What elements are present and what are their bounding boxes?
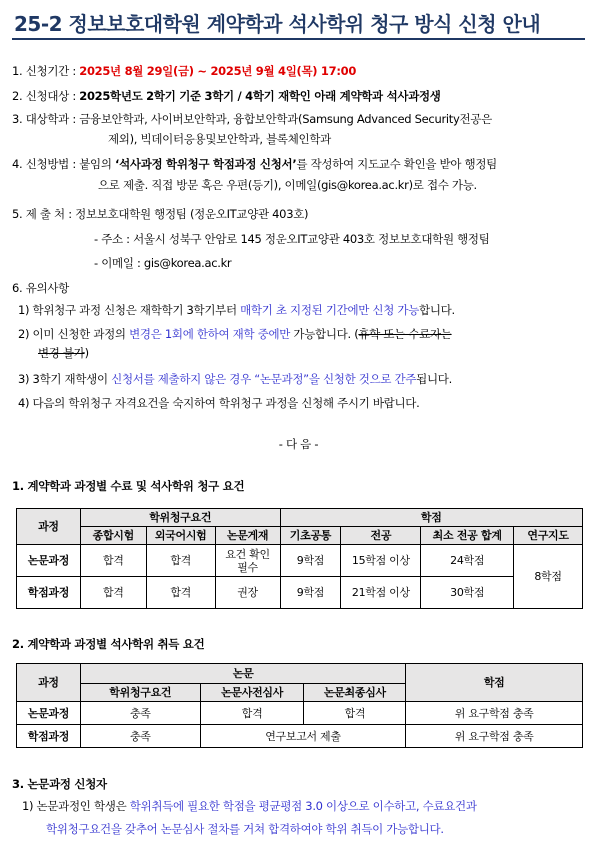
t1-cell: 권장 (215, 577, 280, 609)
requirements-table-2 (16, 663, 583, 748)
note-3 (18, 371, 452, 387)
section-1-title: 1. 계약학과 과정별 수료 및 석사학위 청구 요건 (12, 479, 245, 493)
t2-cell: 위 요구학점 충족 (406, 702, 583, 725)
t2-header-course: 과정 (17, 664, 81, 702)
t1-cell: 9학점 (280, 545, 341, 577)
note-2-close: ) (84, 346, 89, 360)
t1-col-exam: 종합시험 (80, 527, 146, 545)
method-doc: ‘석사과정 학위청구 학점과정 신청서’ (115, 157, 297, 171)
section-2-title: 2. 계약학과 과정별 석사학위 취득 요건 (12, 637, 205, 651)
t1-col-pub: 논문게재 (215, 527, 280, 545)
section-3-text: 1) 논문과정인 학생은 (22, 799, 130, 813)
note-2-strike-2: 변경 불가 (38, 346, 85, 360)
section-3-highlight: 학위취득에 필요한 학점을 평균평점 3.0 이상으로 이수하고, 수료요건과 (129, 799, 477, 813)
notes-title: 6. 유의사항 (12, 281, 69, 295)
t2-cell: 충족 (80, 725, 200, 748)
note-1 (18, 302, 455, 318)
item-depts-line1: 3. 대상학과 : 금융보안학과, 사이버보안학과, 융합보안학과(Samsung Advanced Security전공은 (12, 112, 492, 126)
t1-header-credit: 학점 (280, 509, 582, 527)
method-post: 를 작성하여 지도교수 확인을 받아 행정팀 (296, 157, 497, 171)
note-2 (18, 326, 452, 342)
note-4: 4) 다음의 학위청구 자격요건을 숙지하여 학위청구 과정을 신청해 주시기 바랍니다. (18, 396, 420, 410)
page-title: 25-2 정보보호대학원 계약학과 석사학위 청구 방식 신청 안내 (14, 12, 541, 36)
t2-cell: 충족 (80, 702, 200, 725)
t1-cell: 15학점 이상 (341, 545, 421, 577)
item-period (12, 63, 356, 79)
item-office-email: - 이메일 : gis@korea.ac.kr (94, 256, 232, 270)
item-method (12, 156, 497, 172)
note-2-strike: 휴학 또는 수료자는 (358, 327, 452, 341)
period-label: 1. 신청기간 : (12, 64, 80, 78)
note-1-end: 합니다. (419, 303, 455, 317)
requirements-table-1 (16, 508, 583, 609)
note-2-line2 (38, 345, 89, 361)
t1-cell: 요건 확인 필수 (215, 545, 280, 577)
t1-cell: 합격 (146, 545, 215, 577)
table-row (17, 725, 583, 748)
t1-cell: 30학점 (421, 577, 514, 609)
t2-cell: 위 요구학점 충족 (406, 725, 583, 748)
item-office: 5. 제 출 처 : 정보보호대학원 행정팀 (정운오IT교양관 403호) (12, 207, 309, 221)
item-target (12, 88, 441, 104)
t1-row-credit: 학점과정 (17, 577, 81, 609)
section-3-line1 (22, 798, 477, 814)
t2-col-final: 논문최종심사 (304, 684, 406, 702)
t1-col-total: 최소 전공 합계 (421, 527, 514, 545)
section-3-line2: 학위청구요건을 갖추어 논문심사 절차를 거쳐 합격하여야 학위 취득이 가능합니다. (46, 822, 444, 836)
t1-cell: 합격 (80, 577, 146, 609)
t2-header-credit: 학점 (406, 664, 583, 702)
note-1-highlight: 매학기 초 지정된 기간에만 신청 가능 (240, 303, 420, 317)
t1-cell: 24학점 (421, 545, 514, 577)
t1-col-lang: 외국어시험 (146, 527, 215, 545)
t2-col-pre: 논문사전심사 (200, 684, 304, 702)
t2-header-thesis: 논문 (80, 664, 405, 684)
target-label: 2. 신청대상 : (12, 89, 80, 103)
t2-cell-report: 연구보고서 제출 (200, 725, 406, 748)
t2-row-credit: 학점과정 (17, 725, 81, 748)
note-3-end: 됩니다. (416, 372, 452, 386)
item-depts-line2: 제외), 빅데이터응용및보안학과, 블록체인학과 (108, 132, 331, 146)
section-3-title: 3. 논문과정 신청자 (12, 777, 107, 791)
t1-cell: 9학점 (280, 577, 341, 609)
period-value: 2025년 8월 29일(금) ~ 2025년 9월 4일(목) 17:00 (79, 64, 357, 78)
t1-col-major: 전공 (341, 527, 421, 545)
note-3-highlight: 신청서를 제출하지 않은 경우 “논문과정”을 신청한 것으로 간주 (111, 372, 417, 386)
t2-row-thesis: 논문과정 (17, 702, 81, 725)
divider-text: - 다 음 - (278, 437, 319, 451)
note-1-text: 1) 학위청구 과정 신청은 재학학기 3학기부터 (18, 303, 241, 317)
t1-header-req: 학위청구요건 (80, 509, 280, 527)
t2-cell: 합격 (200, 702, 304, 725)
note-2-text: 2) 이미 신청한 과정의 (18, 327, 130, 341)
item-office-address: - 주소 : 서울시 성북구 안암로 145 정운오IT교양관 403호 정보보호대학원 행정팀 (94, 232, 490, 246)
t2-cell: 합격 (304, 702, 406, 725)
t1-row-thesis: 논문과정 (17, 545, 81, 577)
target-value: 2025학년도 2학기 기준 3학기 / 4학기 재학인 아래 계약학과 석사과정생 (79, 89, 441, 103)
table-row (17, 545, 583, 577)
table-row (17, 702, 583, 725)
t1-cell: 합격 (146, 577, 215, 609)
t1-col-basic: 기초공통 (280, 527, 341, 545)
note-2-mid: 가능합니다. ( (290, 327, 359, 341)
t1-research: 8학점 (514, 545, 583, 609)
method-pre: 4. 신청방법 : 붙임의 (12, 157, 116, 171)
title-divider (12, 38, 585, 40)
note-2-highlight: 변경은 1회에 한하여 재학 중에만 (129, 327, 291, 341)
t2-col-req: 학위청구요건 (80, 684, 200, 702)
note-3-text: 3) 3학기 재학생이 (18, 372, 112, 386)
t1-col-research: 연구지도 (514, 527, 583, 545)
item-method-line2: 으로 제출. 직접 방문 혹은 우편(등기), 이메일(gis@korea.ac.kr)로 접수 가능. (98, 178, 477, 192)
t1-cell: 합격 (80, 545, 146, 577)
t1-header-course: 과정 (17, 509, 81, 545)
t1-cell: 21학점 이상 (341, 577, 421, 609)
table-row (17, 577, 583, 609)
